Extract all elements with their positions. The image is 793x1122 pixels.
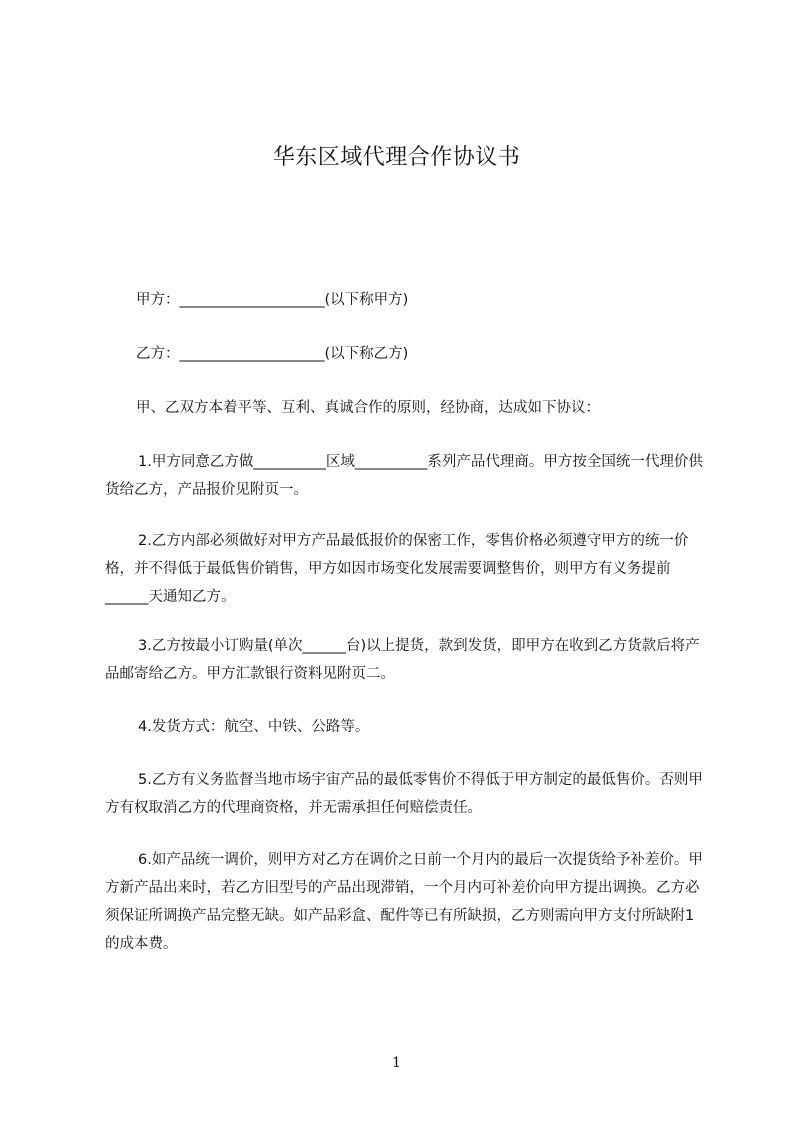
party-b-line: 乙方：____________________(以下称乙方): [136, 346, 409, 362]
clause-6: 6.如产品统一调价，则甲方对乙方在调价之日前一个月内的最后一次提货给予补差价。甲方新产品出来时，若乙方旧型号的产品出现滞销，一个月内可补差价向甲方提出调换。乙方必须保证所调换产品完整无缺。如产品彩盒、配件等已有所缺损，乙方则需向甲方支付所缺附1的成本费。: [105, 852, 703, 952]
clause-2: 2.乙方内部必须做好对甲方产品最低报价的保密工作，零售价格必须遵守甲方的统一价格，并不得低于最低售价销售，甲方如因市场变化发展需要调整售价，则甲方有义务提前______天通知乙方。: [105, 533, 689, 605]
clause-4: 4.发货方式：航空、中铁、公路等。: [138, 719, 370, 735]
party-a-line: 甲方：____________________(以下称甲方): [136, 292, 409, 308]
clause-5: 5.乙方有义务监督当地市场宇宙产品的最低零售价不得低于甲方制定的最低售价。否则甲方有权取消乙方的代理商资格，并无需承担任何赔偿责任。: [105, 772, 703, 816]
page-number: 1: [392, 1055, 401, 1071]
clause-3: 3.乙方按最小订购量(单次______台)以上提货，款到发货，即甲方在收到乙方货款后将产品邮寄给乙方。甲方汇款银行资料见附页二。: [105, 638, 700, 682]
intro-paragraph: 甲、乙双方本着平等、互利、真诚合作的原则，经协商，达成如下协议：: [136, 400, 600, 416]
clause-1: 1.甲方同意乙方做__________区域__________系列产品代理商。甲方按全国统一代理价供货给乙方，产品报价见附页一。: [105, 454, 703, 498]
document-title: 华东区域代理合作协议书: [272, 145, 521, 170]
